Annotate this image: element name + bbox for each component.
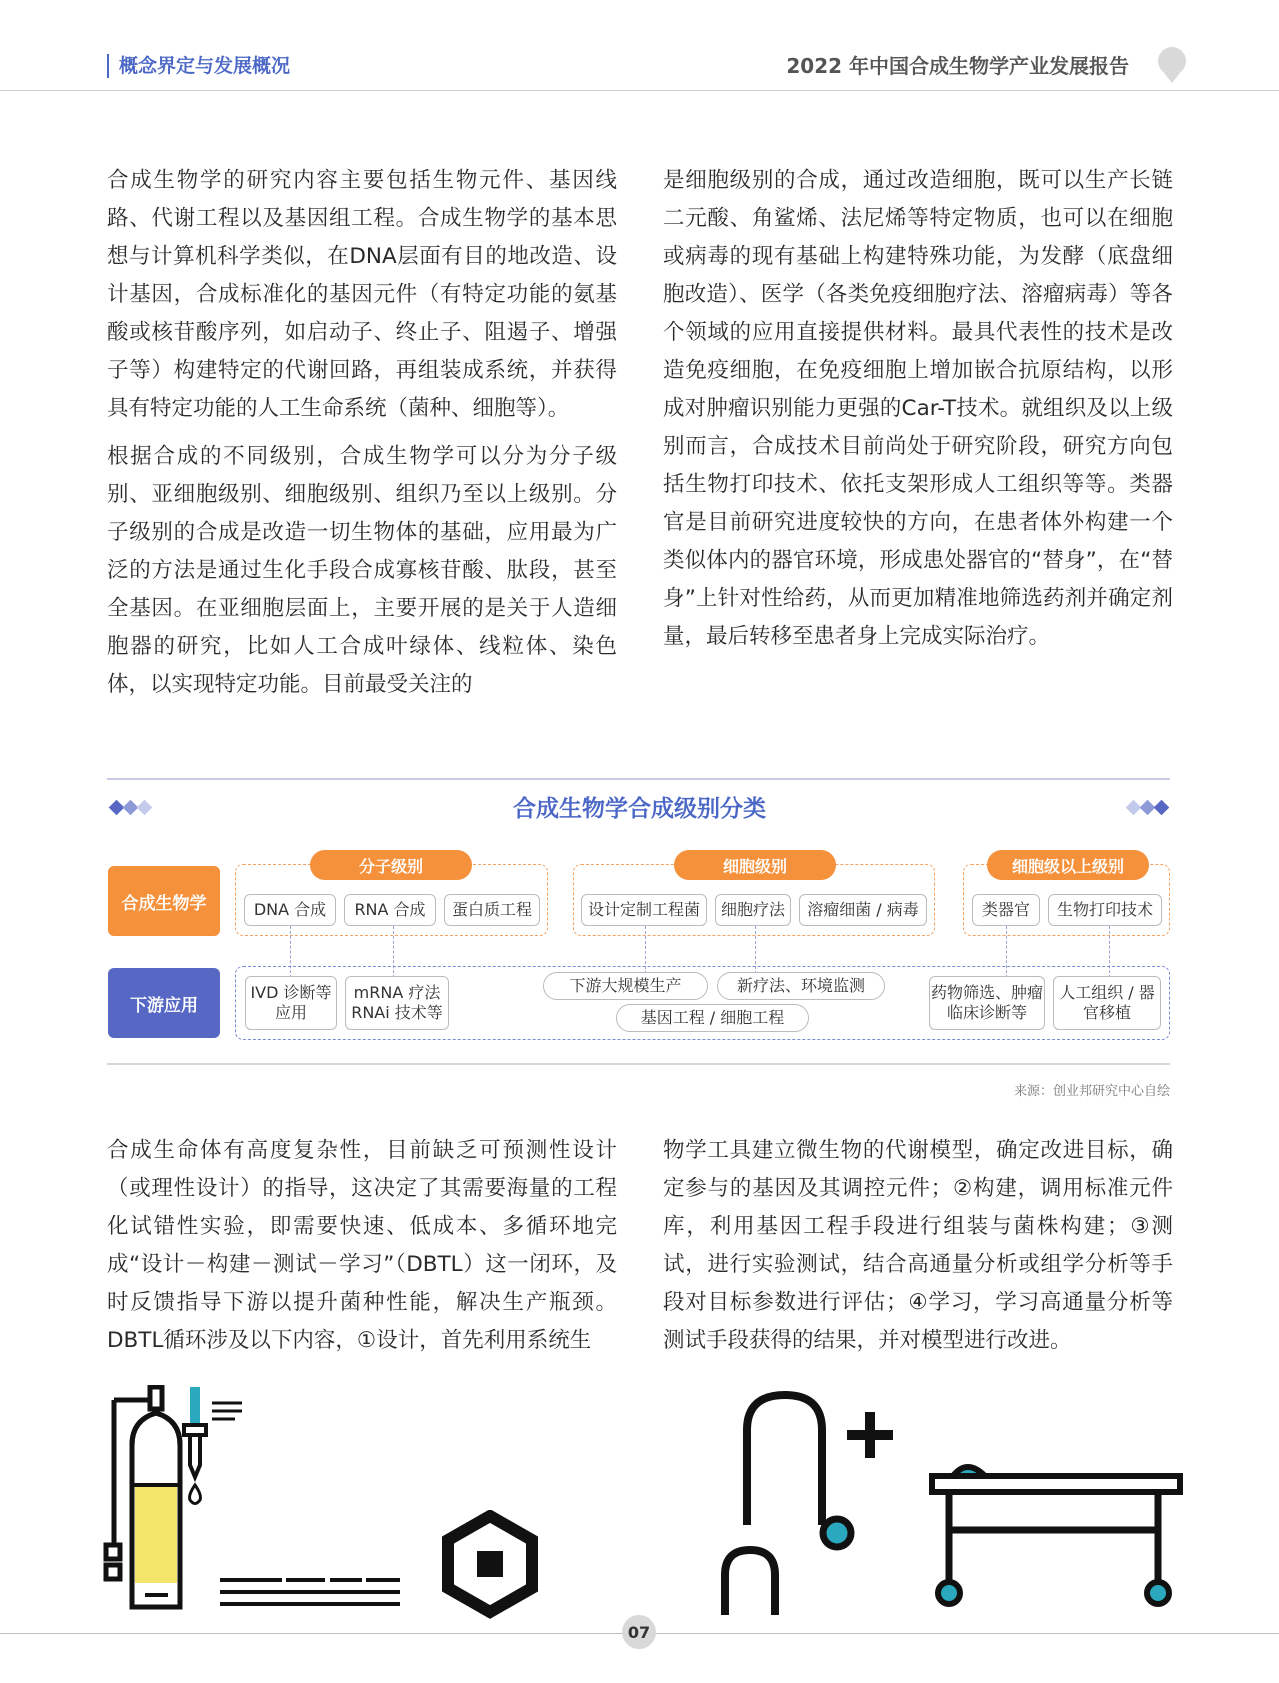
downstream-scale-production: 下游大规模生产 — [543, 972, 708, 1000]
item-cell-therapy: 细胞疗法 — [715, 894, 791, 926]
downstream-tissue: 人工组织 / 器官移植 — [1053, 976, 1161, 1030]
report-title: 2022 年中国合成生物学产业发展报告 — [786, 54, 1129, 78]
item-organoid: 类器官 — [972, 894, 1040, 926]
downstream-mrna: mRNA 疗法 RNAi 技术等 — [345, 976, 449, 1030]
paragraph: 合成生物学的研究内容主要包括生物元件、基因线路、代谢工程以及基因组工程。合成生物学的基本思想与计算机科学类似，在DNA层面有目的地改造、设计基因，合成标准化的基因元件（有特定功能的氨基酸或核苷酸序列，如启动子、终止子、阻遏子、增强子等）构建特定的代谢回路，再组装成系统，并获得具有特定功能的人工生命系统（菌种、细胞等）。 — [107, 168, 617, 421]
dash-lines — [220, 1580, 400, 1604]
paragraph: 根据合成的不同级别，合成生物学可以分为分子级别、亚细胞级别、细胞级别、组织乃至以上级别。分子级别的合成是改造一切生物体的基础，应用最为广泛的方法是通过生化手段合成寡核苷酸、肽段，甚至全基因。在亚细胞层面上，主要开展的是关于人造细胞器的研究，比如人工合成叶绿体、线粒体、染色体，以实现特定功能。目前最受关注的 — [107, 444, 617, 697]
hexagon-icon — [440, 1510, 540, 1620]
body-column-4 — [663, 1132, 1173, 1370]
body-column-1 — [107, 162, 617, 714]
body-column-2 — [663, 162, 1173, 666]
lab-illustration — [100, 1385, 410, 1625]
cylinder-fill — [135, 1485, 177, 1583]
header-divider — [0, 90, 1279, 91]
item-dna-synthesis: DNA 合成 — [244, 894, 336, 926]
row-label-synbio: 合成生物学 — [108, 866, 220, 936]
item-bioprinting: 生物打印技术 — [1048, 894, 1162, 926]
item-protein-engineering: 蛋白质工程 — [444, 894, 540, 926]
item-rna-synthesis: RNA 合成 — [344, 894, 436, 926]
diagram-bottom-rule — [107, 1063, 1170, 1065]
group-label-cellular: 细胞级别 — [674, 850, 836, 880]
group-label-molecular: 分子级别 — [310, 850, 472, 880]
plus-icon — [847, 1412, 893, 1458]
source-note: 来源：创业邦研究中心自绘 — [1013, 1084, 1170, 1099]
bulb-icon-tip — [1164, 73, 1180, 83]
diagram-title: 合成生物学合成级别分类 — [513, 796, 766, 822]
page-number: 07 — [622, 1615, 656, 1649]
hospital-bed-icon — [932, 1467, 1180, 1604]
bulb-icon — [1158, 47, 1186, 75]
section-title: 概念界定与发展概况 — [107, 54, 290, 78]
stethoscope-chestpiece — [823, 1519, 851, 1547]
item-oncolytic: 溶瘤细菌 / 病毒 — [799, 894, 927, 926]
item-engineered-strain: 设计定制工程菌 — [581, 894, 707, 926]
downstream-drug-screening: 药物筛选、肿瘤临床诊断等 — [929, 976, 1045, 1030]
paragraph: 是细胞级别的合成，通过改造细胞，既可以生产长链二元酸、角鲨烯、法尼烯等特定物质，也可以在细胞或病毒的现有基础上构建特殊功能，为发酵（底盘细胞改造）、医学（各类免疫细胞疗法、溶瘤病毒）等各个领域的应用直接提供材料。最具代表性的技术是改造免疫细胞，在免疫细胞上增加嵌合抗原结构，以形成对肿瘤识别能力更强的Car-T技术。就组织及以上级别而言，合成技术目前尚处于研究阶段，研究方向包括生物打印技术、依托支架形成人工组织等等。类器官是目前研究进度较快的方向，在患者体外构建一个类似体内的器官环境，形成患处器官的“替身”，在“替身”上针对性给药，从而更加精准地筛选药剂并确定剂量，最后转移至患者身上完成实际治疗。 — [663, 168, 1173, 649]
body-column-3 — [107, 1132, 617, 1370]
paragraph: 合成生命体有高度复杂性，目前缺乏可预测性设计（或理性设计）的指导，这决定了其需要海量的工程化试错性实验，即需要快速、低成本、多循环地完成“设计－构建－测试－学习”（DBTL）这一闭环，及时反馈指导下游以提升菌种性能，解决生产瓶颈。DBTL循环涉及以下内容，①设计，首先利用系统生 — [107, 1138, 617, 1353]
paragraph: 物学工具建立微生物的代谢模型，确定改进目标，确定参与的基因及其调控元件；②构建，调用标准元件库，利用基因工程手段进行组装与菌株构建；③测试，进行实验测试，结合高通量分析或组学分析等手段对目标参数进行评估；④学习，学习高通量分析等测试手段获得的结果，并对模型进行改进。 — [663, 1138, 1173, 1353]
diagram-top-rule — [107, 778, 1170, 780]
downstream-gene-engineering: 基因工程 / 细胞工程 — [616, 1004, 809, 1032]
dropper-icon — [184, 1387, 242, 1504]
group-label-supercellular: 细胞级以上级别 — [987, 850, 1149, 880]
stethoscope-icon — [725, 1395, 822, 1615]
row-label-downstream: 下游应用 — [108, 968, 220, 1038]
downstream-ivd: IVD 诊断等应用 — [245, 976, 337, 1030]
medical-illustration — [710, 1380, 1190, 1620]
downstream-new-therapy: 新疗法、环境监测 — [717, 972, 885, 1000]
